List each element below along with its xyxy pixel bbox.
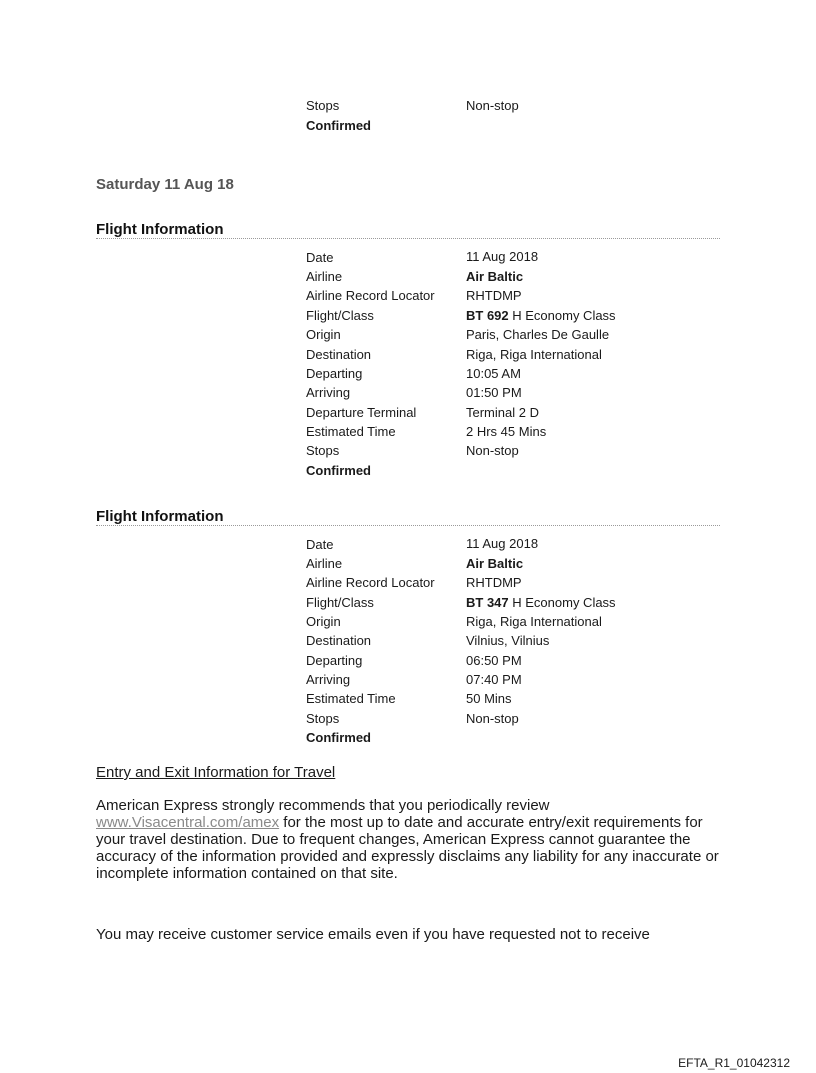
origin-label: Origin	[306, 614, 341, 629]
destination-value: Vilnius, Vilnius	[466, 633, 550, 648]
terminal-label: Departure Terminal	[306, 405, 417, 420]
date-value: 11 Aug 2018	[466, 536, 539, 551]
origin-label: Origin	[306, 327, 341, 342]
departing-value: 06:50 PM	[466, 653, 522, 668]
date-label: Date	[306, 250, 334, 265]
arriving-label: Arriving	[306, 385, 351, 400]
departing-label: Departing	[306, 366, 363, 381]
flight-number: BT 347	[466, 595, 509, 610]
stops-value: Non-stop	[466, 443, 519, 458]
section-divider	[96, 525, 720, 526]
departing-value: 10:05 AM	[466, 366, 521, 381]
status-confirmed: Confirmed	[306, 118, 371, 133]
terminal-value: Terminal 2 D	[466, 405, 539, 420]
arriving-value: 01:50 PM	[466, 385, 522, 400]
flight-class-label: Flight/Class	[306, 308, 374, 323]
entry-exit-paragraph	[96, 797, 728, 882]
destination-label: Destination	[306, 347, 372, 362]
arriving-value: 07:40 PM	[466, 672, 522, 687]
day-heading: Saturday 11 Aug 18	[96, 176, 234, 193]
date-value: 11 Aug 2018	[466, 249, 539, 264]
flight-class-value	[466, 595, 616, 611]
section-title: Flight Information	[96, 221, 224, 238]
estimated-time-label: Estimated Time	[306, 424, 396, 439]
locator-label: Airline Record Locator	[306, 575, 435, 590]
flight-number: BT 692	[466, 308, 509, 323]
customer-service-paragraph: You may receive customer service emails even if you have requested not to receive	[96, 926, 650, 943]
departing-label: Departing	[306, 653, 363, 668]
estimated-time-label: Estimated Time	[306, 691, 396, 706]
arriving-label: Arriving	[306, 672, 351, 687]
flight-class-value	[466, 308, 616, 324]
visacentral-link[interactable]: www.Visacentral.com/amex	[96, 814, 280, 831]
stops-value: Non-stop	[466, 711, 519, 726]
stops-label: Stops	[306, 711, 340, 726]
airline-label: Airline	[306, 269, 343, 284]
airline-value: Air Baltic	[466, 269, 524, 284]
locator-value: RHTDMP	[466, 575, 522, 590]
estimated-time-value: 50 Mins	[466, 691, 512, 706]
airline-label: Airline	[306, 556, 343, 571]
destination-label: Destination	[306, 633, 372, 648]
stops-label: Stops	[306, 443, 340, 458]
stops-label: Stops	[306, 98, 340, 113]
locator-value: RHTDMP	[466, 288, 522, 303]
airline-value: Air Baltic	[466, 556, 524, 571]
flight-class-label: Flight/Class	[306, 595, 374, 610]
flight-class: H Economy Class	[508, 595, 616, 610]
status-confirmed: Confirmed	[306, 730, 371, 745]
date-label: Date	[306, 537, 334, 552]
origin-value: Riga, Riga International	[466, 614, 602, 629]
section-title: Flight Information	[96, 508, 224, 525]
entry-text-body: for the most up to date and accurate entry/exit requirements for your travel destination. Due to frequent changes, American Express cannot guarantee the accuracy of the information provided and expressly disclaims any liability for any inaccurate or incomplete information contained on that site.	[96, 814, 719, 882]
locator-label: Airline Record Locator	[306, 288, 435, 303]
status-confirmed: Confirmed	[306, 463, 371, 478]
entry-text-intro: American Express strongly recommends that you periodically review	[96, 797, 550, 814]
flight-class: H Economy Class	[508, 308, 616, 323]
document-id: EFTA_R1_01042312	[678, 1056, 790, 1070]
estimated-time-value: 2 Hrs 45 Mins	[466, 424, 547, 439]
section-divider	[96, 238, 720, 239]
origin-value: Paris, Charles De Gaulle	[466, 327, 610, 342]
entry-exit-heading: Entry and Exit Information for Travel	[96, 764, 336, 781]
destination-value: Riga, Riga International	[466, 347, 602, 362]
stops-value: Non-stop	[466, 98, 519, 113]
